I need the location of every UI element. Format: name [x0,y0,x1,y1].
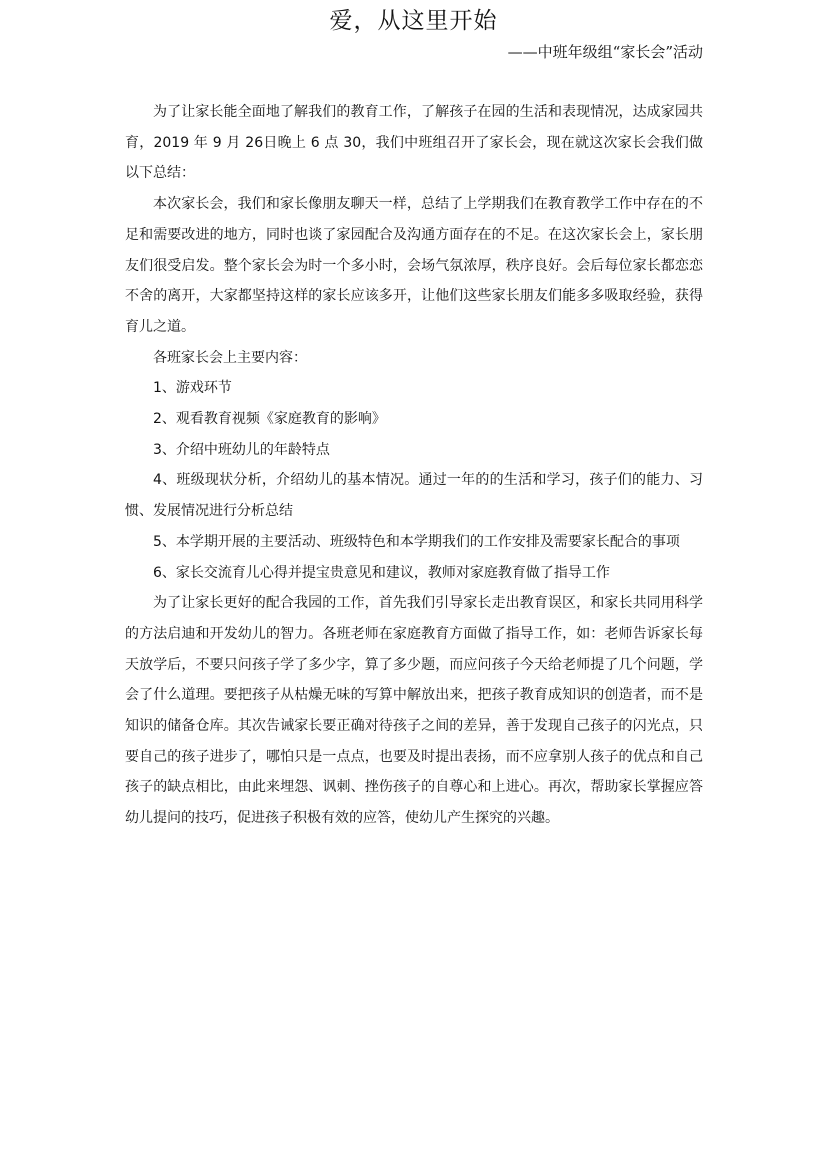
list-item: 1、游戏环节 [153,380,232,397]
list-item: 2、观看教育视频《家庭教育的影响》 [153,411,386,428]
document-body [125,97,703,834]
paragraph-intro: 为了让家长能全面地了解我们的教育工作，了解孩子在园的生活和表现情况，达成家园共育，2019 年 9 月 26日晚上 6 点 30，我们中班组召开了家长会，现在就这次家长会我们做以下总结： [125,104,703,182]
list-item: 5、本学期开展的主要活动、班级特色和本学期我们的工作安排及需要家长配合的事项 [153,533,680,550]
paragraph-contents-heading: 各班家长会上主要内容： [153,349,307,366]
page-title: 爱，从这里开始 [329,8,498,34]
paragraph-summary: 本次家长会，我们和家长像朋友聊天一样，总结了上学期我们在教育教学工作中存在的不足和需要改进的地方，同时也谈了家园配合及沟通方面存在的不足。在这次家长会上，家长朋友们很受启发。整个家长会为时一个多小时，会场气氛浓厚，秩序良好。会后每位家长都恋恋不舍的离开，大家都坚持这样的家长应该多开，让他们这些家长朋友们能多多吸取经验，获得育儿之道。 [125,196,703,335]
list-item: 6、家长交流育儿心得并提宝贵意见和建议，教师对家庭教育做了指导工作 [153,564,610,581]
page-subtitle: ——中班年级组“家长会”活动 [507,43,703,61]
paragraph-closing: 为了让家长更好的配合我园的工作，首先我们引导家长走出教育误区，和家长共同用科学的方法启迪和开发幼儿的智力。各班老师在家庭教育方面做了指导工作，如：老师告诉家长每天放学后，不要只问孩子学了多少字，算了多少题，而应问孩子今天给老师提了几个问题，学会了什么道理。要把孩子从枯燥无味的写算中解放出来，把孩子教育成知识的创造者，而不是知识的储备仓库。其次告诫家长要正确对待孩子之间的差异，善于发现自己孩子的闪光点，只要自己的孩子进步了，哪怕只是一点点，也要及时提出表扬，而不应拿别人孩子的优点和自己孩子的缺点相比，由此来埋怨、讽刺、挫伤孩子的自尊心和上进心。再次，帮助家长掌握应答幼儿提问的技巧，促进孩子积极有效的应答，使幼儿产生探究的兴趣。 [125,595,703,827]
list-item: 3、介绍中班幼儿的年龄特点 [153,441,330,458]
list-item: 4、班级现状分析，介绍幼儿的基本情况。通过一年的的生活和学习，孩子们的能力、习惯、发展情况进行分析总结 [125,472,703,520]
